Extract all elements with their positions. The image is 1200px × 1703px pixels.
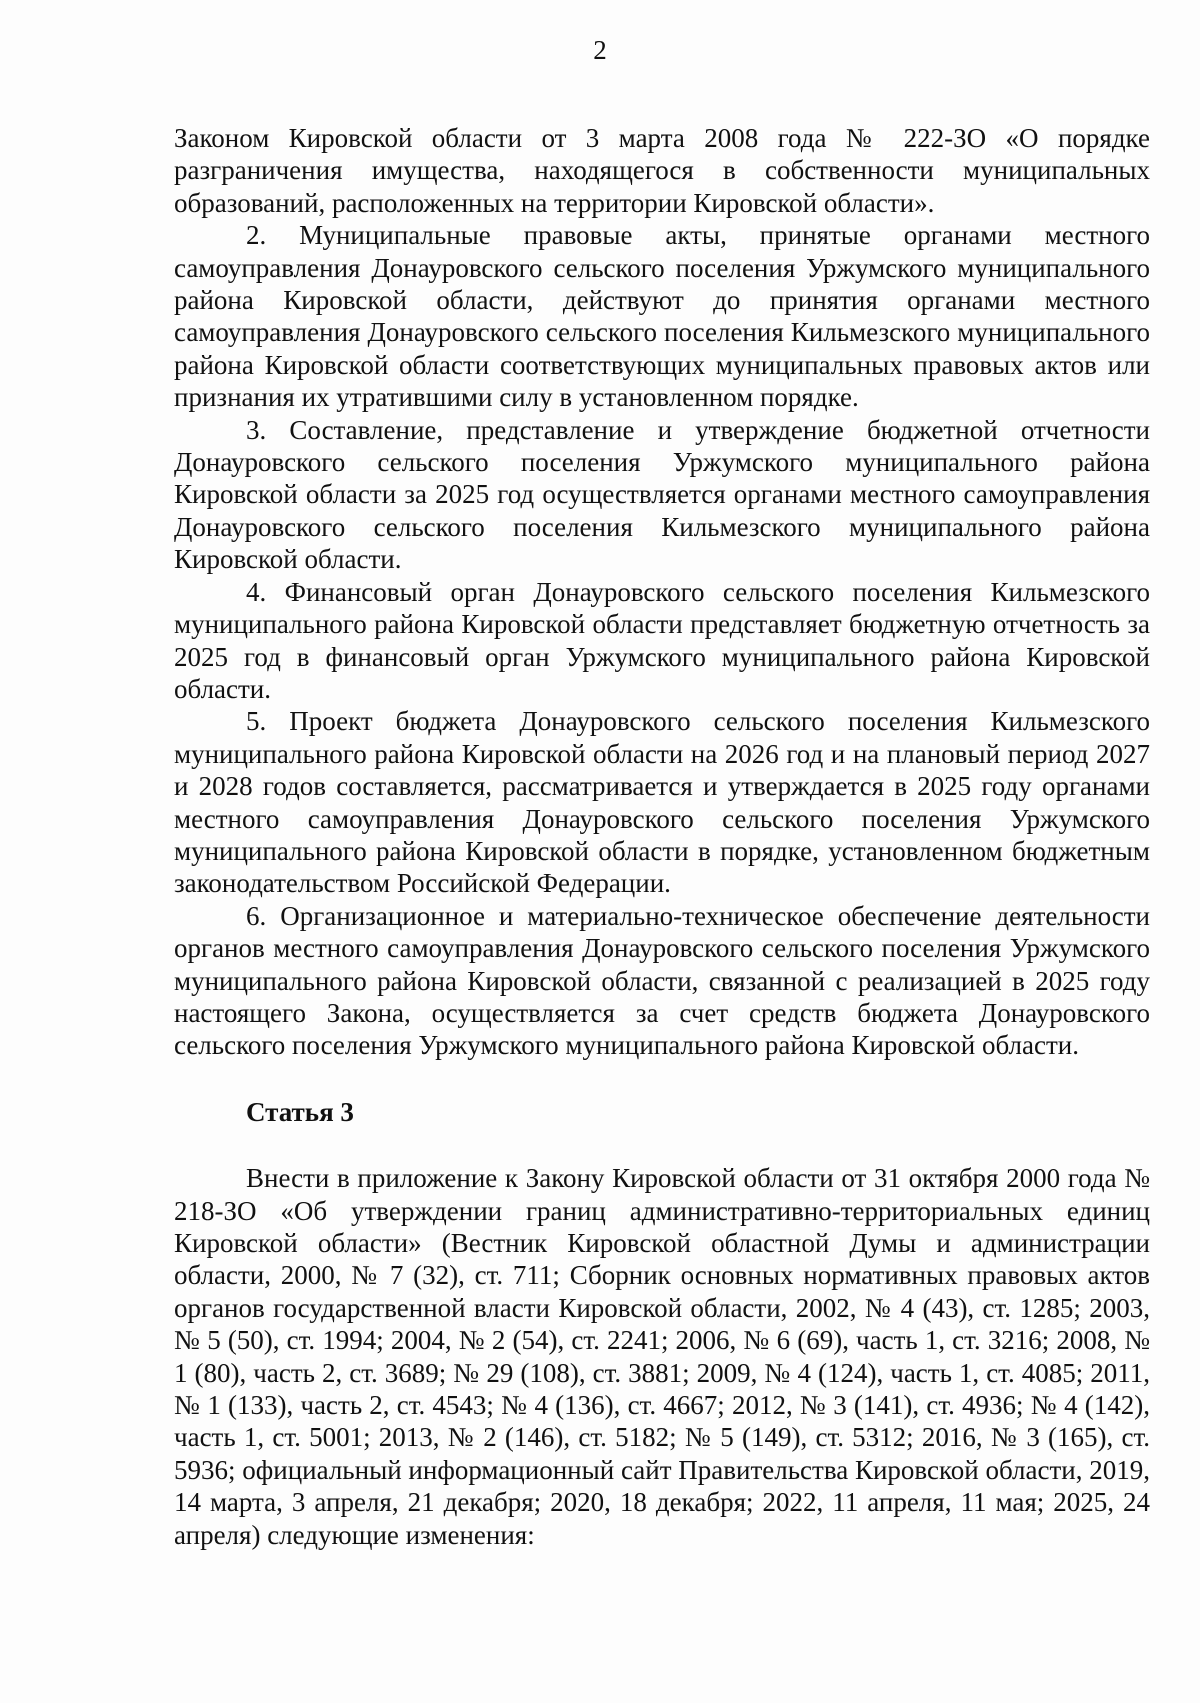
paragraph-item-3: 3. Составление, представление и утверждение бюджетной отчетности Донауровского сельского поселения Уржумского муниципального района Кировской области за 2025 год осуществляется органами местного самоуправления Донауровского сельского поселения Кильмезского муниципального района Кировской области. — [174, 414, 1150, 575]
article-heading: Статья 3 — [246, 1096, 354, 1127]
paragraph-item-4: 4. Финансовый орган Донауровского сельского поселения Кильмезского муниципального района Кировской области представляет бюджетную отчетность за 2025 год в финансовый орган Уржумского муниципального района Кировской области. — [174, 576, 1150, 704]
article-3-text: Внести в приложение к Закону Кировской области от 31 октября 2000 года № 218-ЗО «Об утверждении границ административно-территориальных единиц Кировской области» (Вестник Кировской областной Думы и администрации области, 2000, № 7 (32), ст. 711; Сборник основных нормативных правовых актов органов государственной власти Кировской области, 2002, № 4 (43), ст. 1285; 2003, № 5 (50), ст. 1994; 2004, № 2 (54), ст. 2241; 2006, № 6 (69), часть 1, ст. 3216; 2008, № 1 (80), часть 2, ст. 3689; № 29 (108), ст. 3881; 2009, № 4 (124), часть 1, ст. 4085; 2011, № 1 (133), часть 2, ст. 4543; № 4 (136), ст. 4667; 2012, № 3 (141), ст. 4936; № 4 (142), часть 1, ст. 5001; 2013, № 2 (146), ст. 5182; № 5 (149), ст. 5312; 2016, № 3 (165), ст. 5936; официальный информационный сайт Правительства Кировской области, 2019, 14 марта, 3 апреля, 21 декабря; 2020, 18 декабря; 2022, 11 апреля, 11 мая; 2025, 24 апреля) следующие изменения: — [174, 1163, 1150, 1550]
paragraph-item-6: 6. Организационное и материально-техническое обеспечение деятельности органов местного самоуправления Донауровского сельского поселения Уржумского муниципального района Кировской области, связанной с реализацией в 2025 году настоящего Закона, осуществляется за счет средств бюджета Донауровского сельского поселения Уржумского муниципального района Кировской области. — [174, 900, 1150, 1061]
document-body — [174, 122, 1150, 1551]
paragraph-item-5: 5. Проект бюджета Донауровского сельского поселения Кильмезского муниципального района Кировской области на 2026 год и на плановый период 2027 и 2028 годов составляется, рассматривается и утверждается в 2025 году органами местного самоуправления Донауровского сельского поселения Уржумского муниципального района Кировской области в порядке, установленном бюджетным законодательством Российской Федерации. — [174, 706, 1150, 899]
paragraph-item-2: 2. Муниципальные правовые акты, принятые органами местного самоуправления Донауровского сельского поселения Уржумского муниципального района Кировской области, действуют до принятия органами местного самоуправления Донауровского сельского поселения Кильмезского муниципального района Кировской области соответствующих муниципальных правовых актов или признания их утратившими силу в установленном порядке. — [174, 220, 1150, 413]
page-number: 2 — [593, 35, 607, 65]
paragraph-continuation: Законом Кировской области от 3 марта 2008 года № 222-ЗО «О порядке разграничения имущества, находящегося в собственности муниципальных образований, расположенных на территории Кировской области». — [174, 123, 1150, 218]
